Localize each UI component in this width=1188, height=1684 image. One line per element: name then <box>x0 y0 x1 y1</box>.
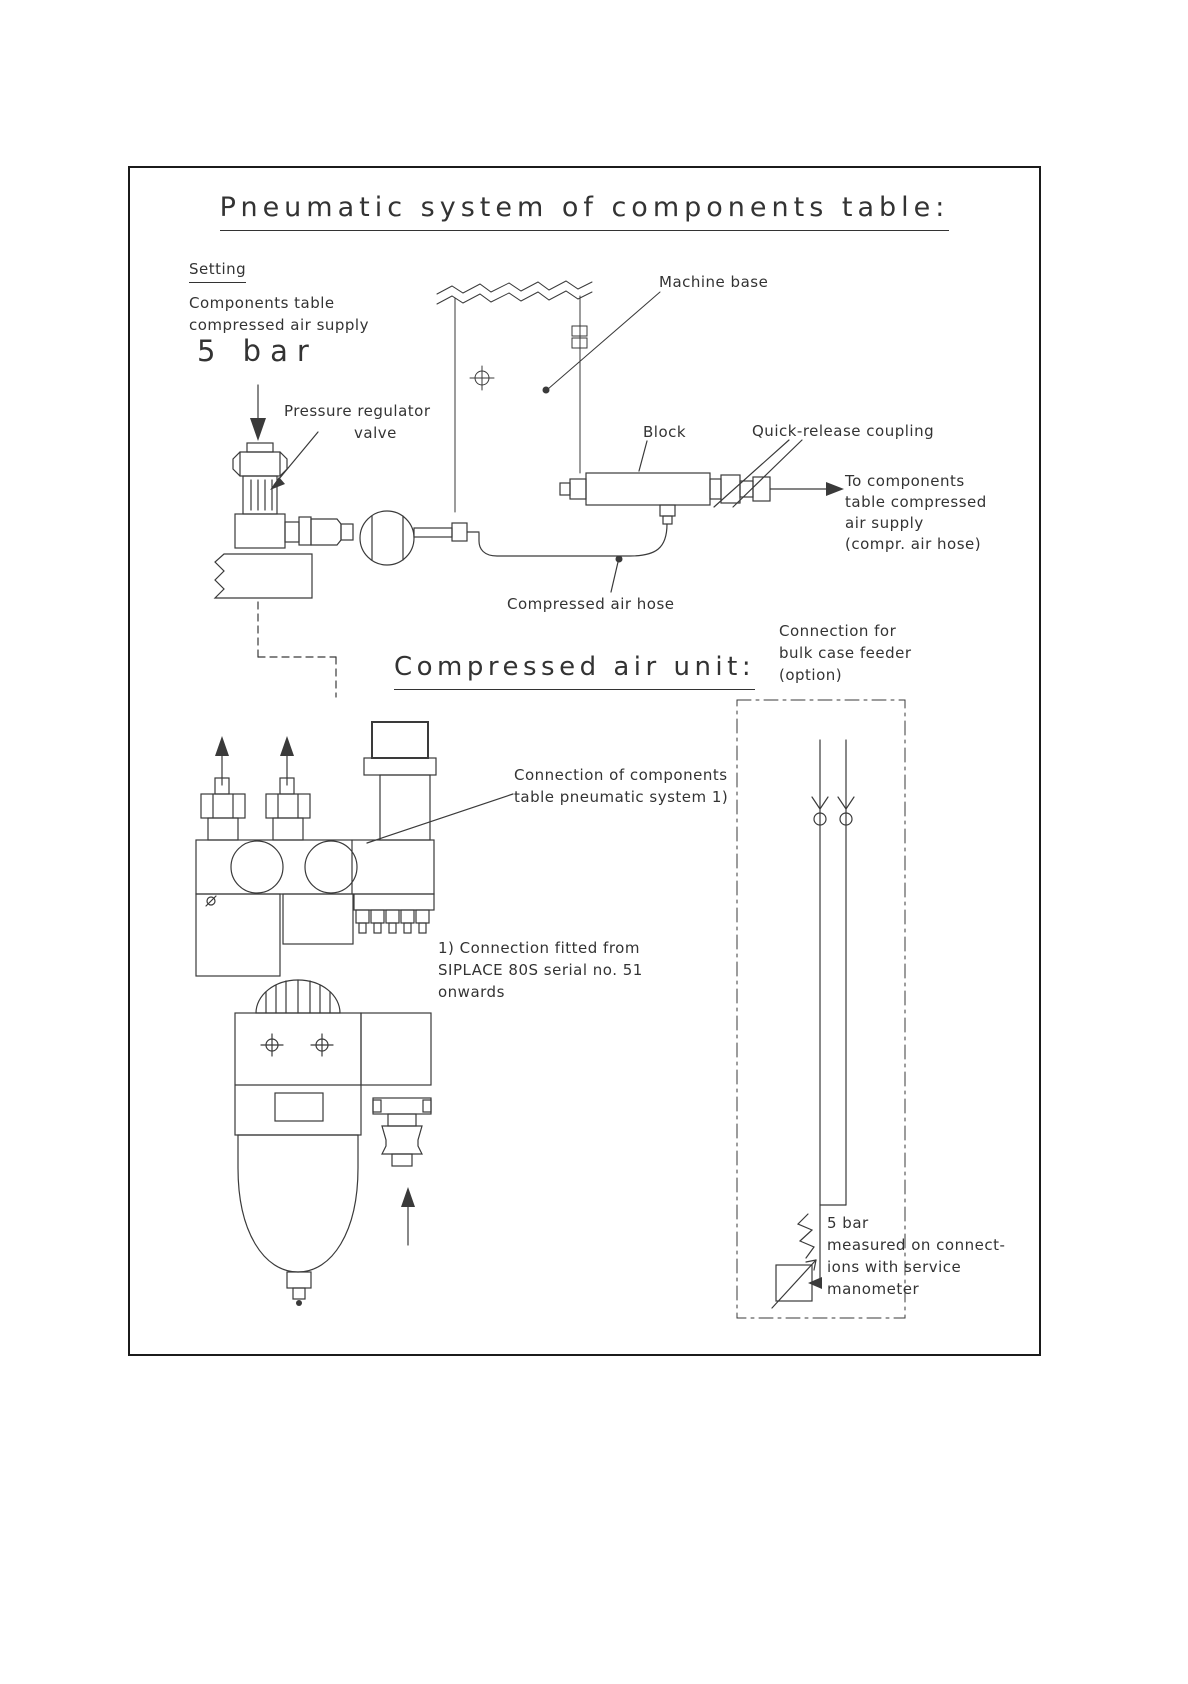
bulk-feeder-label <box>779 620 912 686</box>
dashed-connector <box>258 602 336 697</box>
to-components-line2: table compressed <box>845 493 987 511</box>
supply-label <box>189 292 369 336</box>
to-components-label <box>845 471 987 555</box>
to-components-line4: (compr. air hose) <box>845 535 982 553</box>
connection-line1: Connection of components <box>514 766 728 784</box>
connection-label <box>514 764 728 808</box>
pressure-regulator-drawing <box>215 432 479 598</box>
footnote-line1: 1) Connection fitted from <box>438 939 640 957</box>
compressed-air-unit-drawing <box>196 722 513 1306</box>
block-label: Block <box>643 423 687 441</box>
coupling-drawing <box>710 440 844 507</box>
setting-label-text: Setting <box>189 258 246 283</box>
manometer-line1: 5 bar <box>827 1214 869 1232</box>
bulk-feeder-line1: Connection for <box>779 622 897 640</box>
hose-drawing <box>479 524 667 592</box>
supply-label-line2: compressed air supply <box>189 316 369 334</box>
footnote-line3: onwards <box>438 983 505 1001</box>
footnote-line2: SIPLACE 80S serial no. 51 <box>438 961 643 979</box>
footnote-label <box>438 937 643 1003</box>
connection-line2: table pneumatic system 1) <box>514 788 729 806</box>
unit-title: Compressed air unit: <box>394 652 755 690</box>
regulator-label-line1: Pressure regulator <box>284 402 431 420</box>
setting-label <box>189 258 246 283</box>
manometer-line2: measured on connect- <box>827 1236 1006 1254</box>
bulk-feeder-line2: bulk case feeder <box>779 644 912 662</box>
machine-base-drawing <box>437 281 660 512</box>
manometer-line4: manometer <box>827 1280 920 1298</box>
manometer-line3: ions with service <box>827 1258 962 1276</box>
manometer-label <box>827 1212 1005 1300</box>
block-drawing <box>560 441 710 524</box>
regulator-label <box>284 400 431 444</box>
page-title-text: Pneumatic system of components table: <box>220 192 950 231</box>
supply-label-line1: Components table <box>189 294 335 312</box>
supply-arrow <box>250 385 266 441</box>
pressure-value: 5 bar <box>197 334 318 368</box>
page-title <box>128 192 1041 231</box>
machine-base-label: Machine base <box>659 273 769 291</box>
bulk-feeder-line3: (option) <box>779 666 843 684</box>
hose-label: Compressed air hose <box>507 595 675 613</box>
to-components-line3: air supply <box>845 514 924 532</box>
regulator-label-line2: valve <box>354 424 397 442</box>
coupling-label: Quick-release coupling <box>752 422 935 440</box>
to-components-line1: To components <box>845 472 965 490</box>
